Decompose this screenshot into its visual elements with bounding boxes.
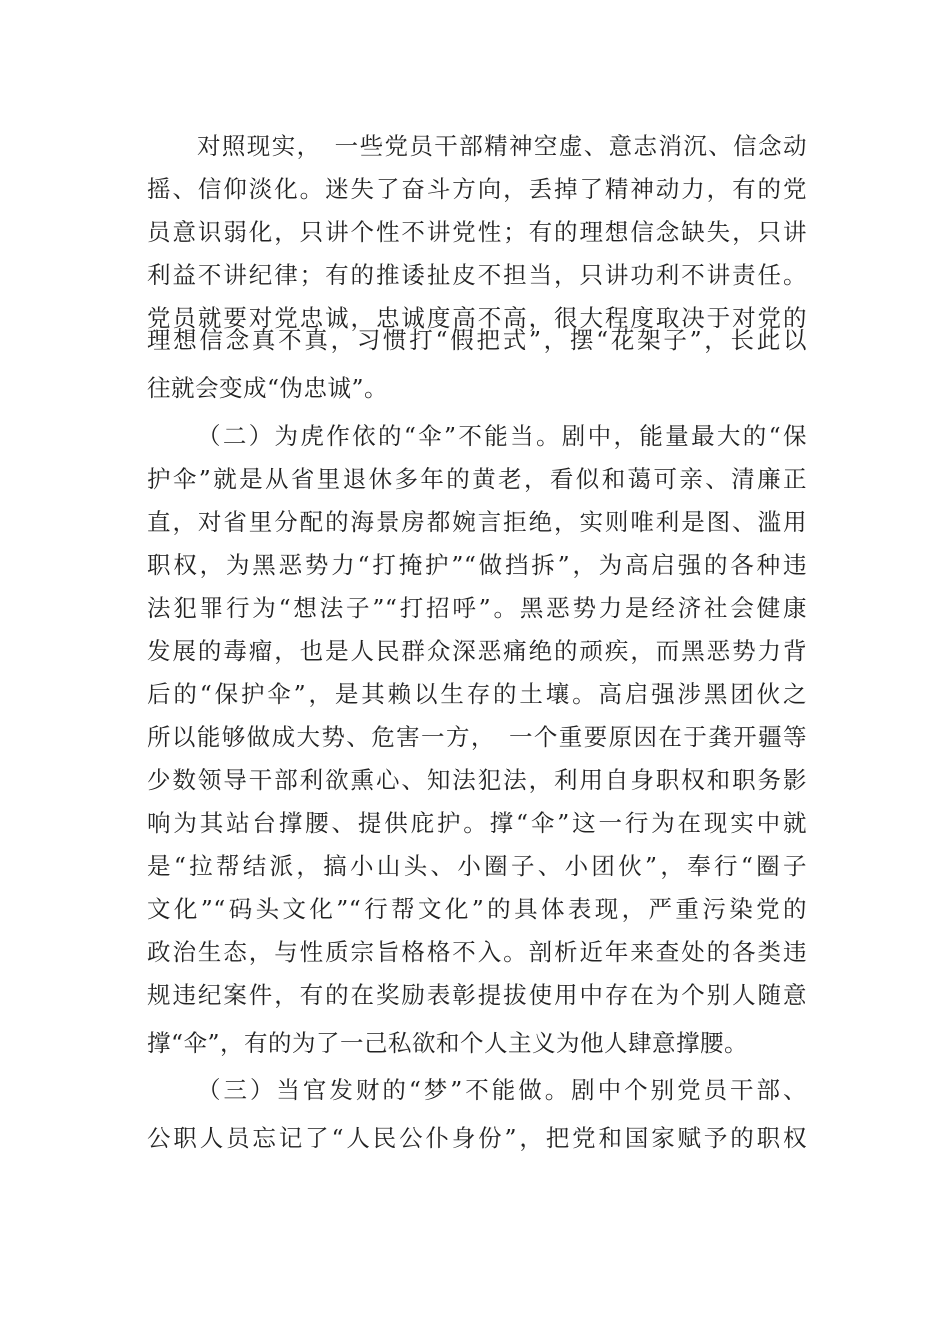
text-line: 员意识弱化，只讲个性不讲党性；有的理想信念缺失，只讲: [147, 218, 807, 246]
text-line: 撑“伞”，有的为了一己私欲和个人主义为他人肆意撑腰。: [147, 1029, 749, 1057]
text-line: 公职人员忘记了“人民公仆身份”，把党和国家赋予的职权: [147, 1124, 807, 1152]
text-line: 护伞”就是从省里退休多年的黄老，看似和蔼可亲、清廉正: [147, 465, 807, 493]
text-line: 所以能够做成大势、危害一方， 一个重要原因在于龚开疆等: [147, 723, 807, 751]
text-line: 法犯罪行为“想法子”“打招呼”。黑恶势力是经济社会健康: [147, 594, 807, 622]
text-line: 利益不讲纪律；有的推诿扯皮不担当，只讲功利不讲责任。: [147, 261, 807, 289]
text-line: 往就会变成“伪忠诚”。: [147, 374, 389, 402]
text-line: 规违纪案件，有的在奖励表彰提拔使用中存在为个别人随意: [147, 981, 807, 1009]
text-line: 后的“保护伞”，是其赖以生存的土壤。高启强涉黑团伙之: [147, 680, 807, 708]
text-line: 理想信念真不真，习惯打“假把式”，摆“花架子”，长此以: [147, 326, 807, 354]
text-line: （二）为虎作依的“伞”不能当。剧中，能量最大的“保: [197, 422, 807, 450]
text-line: 职权，为黑恶势力“打掩护”“做挡拆”，为高启强的各种违: [147, 551, 807, 579]
text-line: 党员就要对党忠诚，忠诚度高不高，很大程度取决于对党的: [147, 304, 807, 332]
text-line: 对照现实， 一些党员干部精神空虚、意志消沉、信念动: [197, 132, 807, 160]
text-line: 摇、信仰淡化。迷失了奋斗方向，丢掉了精神动力，有的党: [147, 175, 807, 203]
text-line: （三）当官发财的“梦”不能做。剧中个别党员干部、: [197, 1076, 807, 1104]
text-line: 发展的毒瘤，也是人民群众深恶痛绝的顽疾，而黑恶势力背: [147, 637, 807, 665]
text-line: 少数领导干部利欲熏心、知法犯法，利用自身职权和职务影: [147, 766, 807, 794]
text-line: 是“拉帮结派，搞小山头、小圈子、小团伙”，奉行“圈子: [147, 852, 807, 880]
text-line: 直，对省里分配的海景房都婉言拒绝，实则唯利是图、滥用: [147, 508, 807, 536]
text-line: 响为其站台撑腰、提供庇护。撑“伞”这一行为在现实中就: [147, 809, 807, 837]
text-line: 文化”“码头文化”“行帮文化”的具体表现，严重污染党的: [147, 895, 807, 923]
text-line: 政治生态，与性质宗旨格格不入。剖析近年来查处的各类违: [147, 938, 807, 966]
